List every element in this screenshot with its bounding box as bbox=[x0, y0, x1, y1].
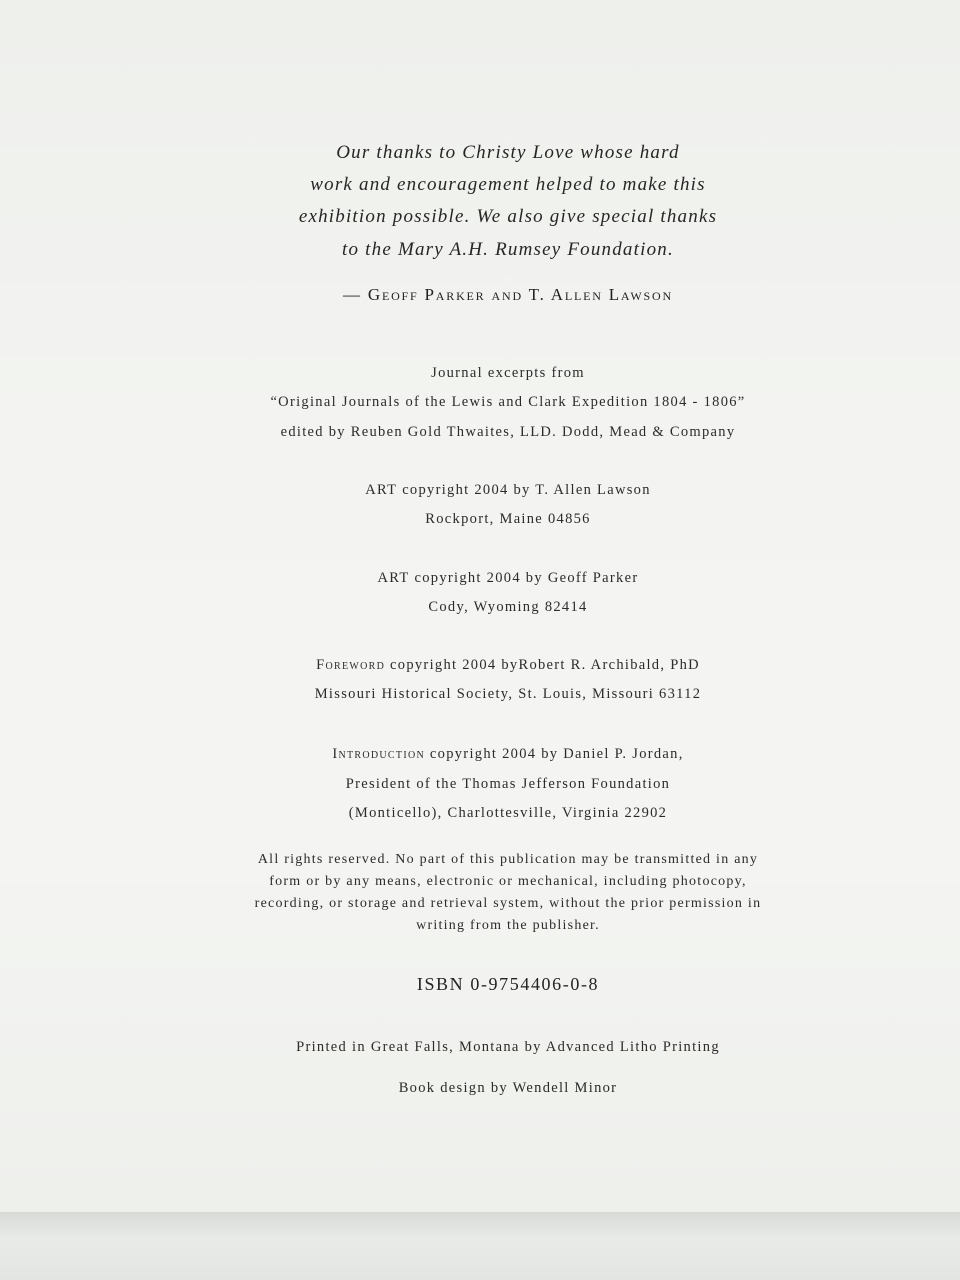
journal-line-1: Journal excerpts from bbox=[431, 365, 585, 381]
printer-credit: Printed in Great Falls, Montana by Advanced Litho Printing bbox=[296, 1039, 720, 1055]
dedication-signature: — Geoff Parker and T. Allen Lawson bbox=[343, 285, 673, 304]
art-parker-location: Cody, Wyoming 82414 bbox=[428, 599, 588, 615]
background-surface bbox=[0, 1212, 960, 1280]
dedication-line-4: to the Mary A.H. Rumsey Foundation. bbox=[342, 239, 674, 260]
design-credit: Book design by Wendell Minor bbox=[398, 1080, 618, 1096]
dedication-line-2: work and encouragement helped to make this bbox=[310, 174, 706, 195]
art-parker-label: ART bbox=[377, 570, 410, 586]
art-lawson-text: copyright 2004 by T. Allen Lawson bbox=[397, 482, 651, 498]
foreword-label: Foreword bbox=[316, 657, 386, 673]
introduction-credit bbox=[0, 746, 960, 763]
art-lawson-credit bbox=[0, 482, 960, 499]
art-parker-text: copyright 2004 by Geoff Parker bbox=[409, 570, 639, 586]
introduction-text: copyright 2004 by Daniel P. Jordan, bbox=[425, 746, 684, 762]
isbn: ISBN 0-9754406-0-8 bbox=[416, 974, 600, 994]
introduction-label: Introduction bbox=[332, 746, 425, 762]
art-lawson-label: ART bbox=[365, 482, 398, 498]
dedication-line-1: Our thanks to Christy Love whose hard bbox=[336, 142, 680, 163]
foreword-text: copyright 2004 byRobert R. Archibald, PhD bbox=[385, 657, 700, 673]
art-parker-credit bbox=[0, 570, 960, 587]
art-lawson-location: Rockport, Maine 04856 bbox=[425, 511, 591, 527]
foreword-credit bbox=[0, 657, 960, 674]
journal-line-2: “Original Journals of the Lewis and Clark Expedition 1804 - 1806” bbox=[270, 394, 746, 410]
dedication-line-3: exhibition possible. We also give special thanks bbox=[298, 206, 718, 227]
introduction-line-2: President of the Thomas Jefferson Foundation bbox=[345, 776, 671, 792]
introduction-line-3: (Monticello), Charlottesville, Virginia 22902 bbox=[348, 805, 668, 821]
foreword-location: Missouri Historical Society, St. Louis, Missouri 63112 bbox=[314, 686, 702, 702]
journal-line-3: edited by Reuben Gold Thwaites, LLD. Dodd, Mead & Company bbox=[280, 424, 736, 440]
rights-statement: All rights reserved. No part of this publication may be transmitted in any form or by any means, electronic or mechanical, including photocopy, recording, or storage and retrieval system, without the prior permission in writing from the publisher. bbox=[254, 852, 762, 933]
